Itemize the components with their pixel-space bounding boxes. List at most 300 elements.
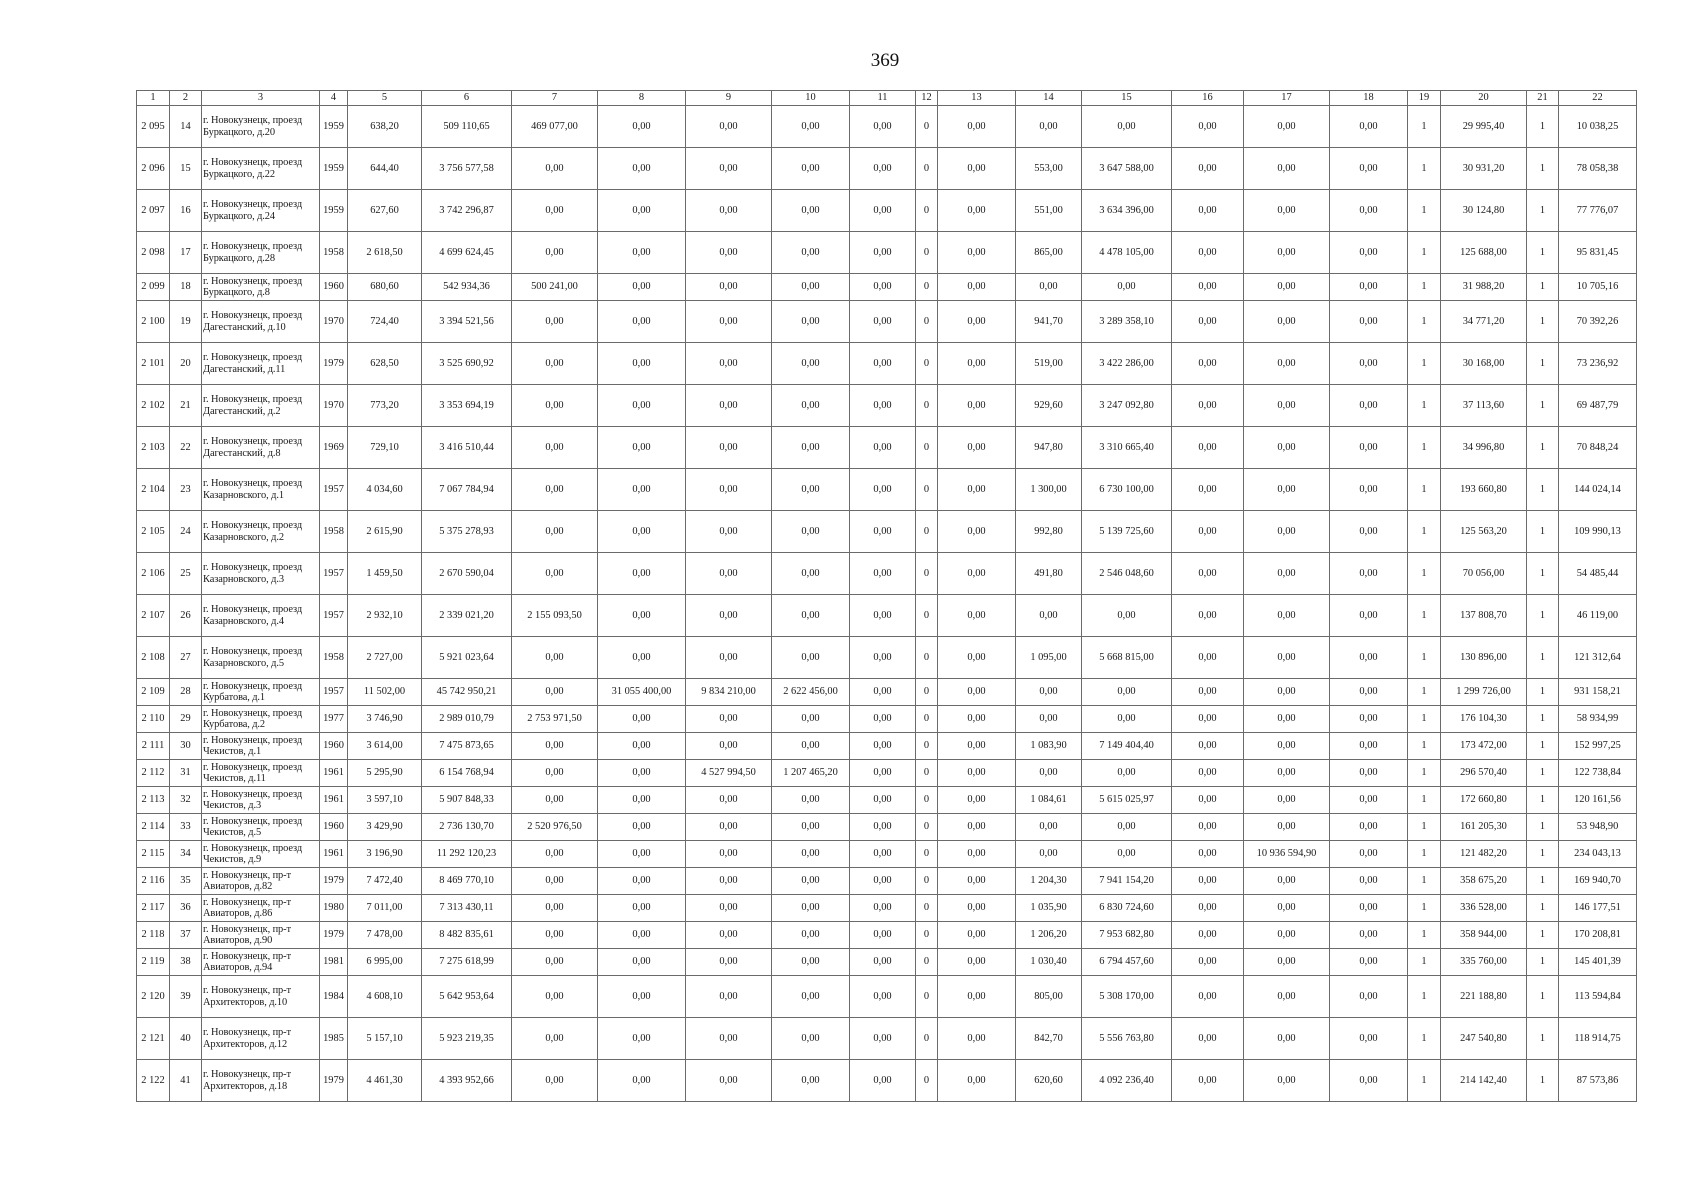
cell-c12: 0 — [916, 343, 938, 385]
cell-c19: 1 — [1408, 148, 1441, 190]
address-cell: г. Новокузнецк, проезд Курбатова, д.1 — [202, 679, 320, 706]
row-id-cell: 2 111 — [137, 733, 170, 760]
cell-c14: 1 204,30 — [1016, 868, 1082, 895]
table-row — [137, 760, 1637, 787]
cell-c13: 0,00 — [938, 511, 1016, 553]
cell-c8: 0,00 — [598, 190, 686, 232]
cell-c13: 0,00 — [938, 922, 1016, 949]
cell-c6: 7 313 430,11 — [422, 895, 512, 922]
address-cell: г. Новокузнецк, проезд Буркацкого, д.8 — [202, 274, 320, 301]
cell-n: 19 — [170, 301, 202, 343]
cell-year: 1977 — [320, 706, 348, 733]
cell-c20: 34 996,80 — [1441, 427, 1527, 469]
cell-c15: 6 730 100,00 — [1082, 469, 1172, 511]
cell-c21: 1 — [1527, 343, 1559, 385]
address-cell: г. Новокузнецк, пр-т Авиаторов, д.94 — [202, 949, 320, 976]
cell-c11: 0,00 — [850, 1018, 916, 1060]
cell-c7: 0,00 — [512, 301, 598, 343]
cell-c5: 7 011,00 — [348, 895, 422, 922]
cell-c18: 0,00 — [1330, 733, 1408, 760]
cell-c9: 0,00 — [686, 976, 772, 1018]
cell-c12: 0 — [916, 760, 938, 787]
cell-c15: 4 478 105,00 — [1082, 232, 1172, 274]
address-cell: г. Новокузнецк, проезд Казарновского, д.1 — [202, 469, 320, 511]
row-id-cell: 2 112 — [137, 760, 170, 787]
cell-c10: 0,00 — [772, 232, 850, 274]
cell-c6: 2 989 010,79 — [422, 706, 512, 733]
cell-c21: 1 — [1527, 787, 1559, 814]
cell-c12: 0 — [916, 190, 938, 232]
cell-c11: 0,00 — [850, 511, 916, 553]
cell-c21: 1 — [1527, 385, 1559, 427]
cell-c16: 0,00 — [1172, 679, 1244, 706]
cell-c17: 0,00 — [1244, 343, 1330, 385]
cell-c21: 1 — [1527, 733, 1559, 760]
cell-c16: 0,00 — [1172, 427, 1244, 469]
cell-c19: 1 — [1408, 595, 1441, 637]
cell-c6: 5 642 953,64 — [422, 976, 512, 1018]
cell-c9: 0,00 — [686, 148, 772, 190]
cell-n: 15 — [170, 148, 202, 190]
cell-c8: 0,00 — [598, 274, 686, 301]
cell-c22: 46 119,00 — [1559, 595, 1637, 637]
cell-c17: 0,00 — [1244, 868, 1330, 895]
cell-c12: 0 — [916, 385, 938, 427]
column-header-13: 13 — [938, 91, 1016, 106]
cell-c17: 10 936 594,90 — [1244, 841, 1330, 868]
cell-c10: 0,00 — [772, 301, 850, 343]
cell-c17: 0,00 — [1244, 760, 1330, 787]
cell-c15: 2 546 048,60 — [1082, 553, 1172, 595]
table-row — [137, 469, 1637, 511]
cell-c20: 137 808,70 — [1441, 595, 1527, 637]
cell-c21: 1 — [1527, 679, 1559, 706]
cell-year: 1960 — [320, 814, 348, 841]
cell-c22: 122 738,84 — [1559, 760, 1637, 787]
cell-c15: 0,00 — [1082, 706, 1172, 733]
column-header-10: 10 — [772, 91, 850, 106]
cell-c20: 173 472,00 — [1441, 733, 1527, 760]
cell-c19: 1 — [1408, 787, 1441, 814]
cell-n: 29 — [170, 706, 202, 733]
cell-year: 1957 — [320, 595, 348, 637]
row-id-cell: 2 099 — [137, 274, 170, 301]
cell-c20: 30 124,80 — [1441, 190, 1527, 232]
cell-c9: 0,00 — [686, 637, 772, 679]
cell-c7: 2 753 971,50 — [512, 706, 598, 733]
cell-c16: 0,00 — [1172, 706, 1244, 733]
cell-c7: 500 241,00 — [512, 274, 598, 301]
cell-c7: 0,00 — [512, 922, 598, 949]
cell-c20: 30 931,20 — [1441, 148, 1527, 190]
column-header-22: 22 — [1559, 91, 1637, 106]
cell-c6: 7 275 618,99 — [422, 949, 512, 976]
cell-c9: 0,00 — [686, 553, 772, 595]
column-header-19: 19 — [1408, 91, 1441, 106]
cell-year: 1961 — [320, 787, 348, 814]
cell-c10: 2 622 456,00 — [772, 679, 850, 706]
cell-c8: 0,00 — [598, 343, 686, 385]
cell-c15: 5 556 763,80 — [1082, 1018, 1172, 1060]
cell-c17: 0,00 — [1244, 469, 1330, 511]
cell-c13: 0,00 — [938, 595, 1016, 637]
row-id-cell: 2 107 — [137, 595, 170, 637]
cell-c15: 3 289 358,10 — [1082, 301, 1172, 343]
cell-n: 36 — [170, 895, 202, 922]
cell-c16: 0,00 — [1172, 814, 1244, 841]
cell-c13: 0,00 — [938, 841, 1016, 868]
table-row — [137, 595, 1637, 637]
cell-c19: 1 — [1408, 706, 1441, 733]
column-header-8: 8 — [598, 91, 686, 106]
table-row — [137, 841, 1637, 868]
cell-c7: 0,00 — [512, 232, 598, 274]
cell-c12: 0 — [916, 814, 938, 841]
cell-year: 1970 — [320, 385, 348, 427]
cell-n: 34 — [170, 841, 202, 868]
address-cell: г. Новокузнецк, проезд Казарновского, д.4 — [202, 595, 320, 637]
cell-c13: 0,00 — [938, 427, 1016, 469]
cell-c10: 0,00 — [772, 511, 850, 553]
cell-n: 40 — [170, 1018, 202, 1060]
cell-c8: 0,00 — [598, 787, 686, 814]
cell-c19: 1 — [1408, 733, 1441, 760]
cell-c7: 0,00 — [512, 553, 598, 595]
cell-c15: 0,00 — [1082, 679, 1172, 706]
cell-c12: 0 — [916, 841, 938, 868]
cell-c20: 161 205,30 — [1441, 814, 1527, 841]
cell-c14: 0,00 — [1016, 106, 1082, 148]
cell-c6: 542 934,36 — [422, 274, 512, 301]
table-row — [137, 679, 1637, 706]
cell-c5: 3 614,00 — [348, 733, 422, 760]
cell-c10: 0,00 — [772, 595, 850, 637]
cell-c6: 7 475 873,65 — [422, 733, 512, 760]
cell-c5: 1 459,50 — [348, 553, 422, 595]
cell-c7: 0,00 — [512, 427, 598, 469]
cell-c12: 0 — [916, 706, 938, 733]
cell-c21: 1 — [1527, 469, 1559, 511]
cell-c15: 3 634 396,00 — [1082, 190, 1172, 232]
cell-c5: 7 472,40 — [348, 868, 422, 895]
cell-c21: 1 — [1527, 595, 1559, 637]
cell-c21: 1 — [1527, 868, 1559, 895]
cell-c19: 1 — [1408, 895, 1441, 922]
cell-c6: 5 923 219,35 — [422, 1018, 512, 1060]
cell-c13: 0,00 — [938, 637, 1016, 679]
cell-c11: 0,00 — [850, 868, 916, 895]
address-cell: г. Новокузнецк, проезд Курбатова, д.2 — [202, 706, 320, 733]
cell-c9: 0,00 — [686, 511, 772, 553]
cell-c5: 680,60 — [348, 274, 422, 301]
cell-n: 37 — [170, 922, 202, 949]
cell-c6: 2 736 130,70 — [422, 814, 512, 841]
cell-year: 1961 — [320, 760, 348, 787]
cell-c12: 0 — [916, 427, 938, 469]
cell-c21: 1 — [1527, 637, 1559, 679]
cell-c9: 0,00 — [686, 469, 772, 511]
cell-n: 25 — [170, 553, 202, 595]
row-id-cell: 2 109 — [137, 679, 170, 706]
cell-c13: 0,00 — [938, 976, 1016, 1018]
cell-c18: 0,00 — [1330, 760, 1408, 787]
cell-c8: 0,00 — [598, 922, 686, 949]
column-header-16: 16 — [1172, 91, 1244, 106]
cell-c10: 0,00 — [772, 469, 850, 511]
table-header — [137, 91, 1637, 106]
cell-c8: 0,00 — [598, 1018, 686, 1060]
address-cell: г. Новокузнецк, проезд Буркацкого, д.24 — [202, 190, 320, 232]
cell-c5: 4 034,60 — [348, 469, 422, 511]
cell-c18: 0,00 — [1330, 148, 1408, 190]
address-cell: г. Новокузнецк, проезд Дагестанский, д.2 — [202, 385, 320, 427]
cell-c11: 0,00 — [850, 814, 916, 841]
cell-c12: 0 — [916, 274, 938, 301]
cell-c10: 0,00 — [772, 949, 850, 976]
cell-c22: 120 161,56 — [1559, 787, 1637, 814]
cell-c6: 4 699 624,45 — [422, 232, 512, 274]
column-header-12: 12 — [916, 91, 938, 106]
cell-year: 1957 — [320, 469, 348, 511]
cell-c17: 0,00 — [1244, 814, 1330, 841]
cell-c10: 0,00 — [772, 868, 850, 895]
cell-c22: 70 848,24 — [1559, 427, 1637, 469]
column-header-1: 1 — [137, 91, 170, 106]
column-header-18: 18 — [1330, 91, 1408, 106]
cell-c22: 170 208,81 — [1559, 922, 1637, 949]
cell-c14: 865,00 — [1016, 232, 1082, 274]
table-row — [137, 274, 1637, 301]
cell-n: 17 — [170, 232, 202, 274]
cell-c13: 0,00 — [938, 895, 1016, 922]
cell-c15: 3 247 092,80 — [1082, 385, 1172, 427]
cell-c22: 121 312,64 — [1559, 637, 1637, 679]
cell-year: 1985 — [320, 1018, 348, 1060]
cell-c9: 0,00 — [686, 343, 772, 385]
cell-c9: 4 527 994,50 — [686, 760, 772, 787]
cell-c5: 773,20 — [348, 385, 422, 427]
cell-c16: 0,00 — [1172, 1060, 1244, 1102]
cell-c6: 3 742 296,87 — [422, 190, 512, 232]
cell-c9: 0,00 — [686, 301, 772, 343]
cell-c18: 0,00 — [1330, 343, 1408, 385]
cell-c11: 0,00 — [850, 232, 916, 274]
cell-c15: 3 310 665,40 — [1082, 427, 1172, 469]
cell-c13: 0,00 — [938, 553, 1016, 595]
cell-c10: 0,00 — [772, 190, 850, 232]
row-id-cell: 2 119 — [137, 949, 170, 976]
cell-c22: 53 948,90 — [1559, 814, 1637, 841]
cell-c15: 5 615 025,97 — [1082, 787, 1172, 814]
cell-c11: 0,00 — [850, 1060, 916, 1102]
cell-c13: 0,00 — [938, 787, 1016, 814]
row-id-cell: 2 095 — [137, 106, 170, 148]
cell-c13: 0,00 — [938, 301, 1016, 343]
cell-c12: 0 — [916, 679, 938, 706]
cell-n: 22 — [170, 427, 202, 469]
cell-c19: 1 — [1408, 511, 1441, 553]
address-cell: г. Новокузнецк, проезд Дагестанский, д.8 — [202, 427, 320, 469]
cell-c10: 0,00 — [772, 553, 850, 595]
cell-c5: 638,20 — [348, 106, 422, 148]
cell-c11: 0,00 — [850, 841, 916, 868]
cell-c11: 0,00 — [850, 106, 916, 148]
cell-c14: 1 095,00 — [1016, 637, 1082, 679]
cell-c7: 0,00 — [512, 787, 598, 814]
cell-c19: 1 — [1408, 841, 1441, 868]
cell-c21: 1 — [1527, 706, 1559, 733]
table-row — [137, 148, 1637, 190]
row-id-cell: 2 100 — [137, 301, 170, 343]
cell-c19: 1 — [1408, 232, 1441, 274]
cell-c5: 6 995,00 — [348, 949, 422, 976]
cell-n: 26 — [170, 595, 202, 637]
row-id-cell: 2 118 — [137, 922, 170, 949]
cell-c19: 1 — [1408, 679, 1441, 706]
cell-c11: 0,00 — [850, 190, 916, 232]
cell-c8: 0,00 — [598, 385, 686, 427]
cell-c16: 0,00 — [1172, 895, 1244, 922]
row-id-cell: 2 122 — [137, 1060, 170, 1102]
cell-c12: 0 — [916, 301, 938, 343]
cell-c17: 0,00 — [1244, 949, 1330, 976]
cell-c20: 30 168,00 — [1441, 343, 1527, 385]
column-header-4: 4 — [320, 91, 348, 106]
cell-c11: 0,00 — [850, 427, 916, 469]
cell-c14: 0,00 — [1016, 760, 1082, 787]
cell-c8: 0,00 — [598, 106, 686, 148]
table-row — [137, 706, 1637, 733]
cell-c9: 0,00 — [686, 814, 772, 841]
cell-c15: 3 422 286,00 — [1082, 343, 1172, 385]
cell-c19: 1 — [1408, 760, 1441, 787]
cell-c18: 0,00 — [1330, 106, 1408, 148]
cell-year: 1979 — [320, 868, 348, 895]
table-row — [137, 787, 1637, 814]
table-row — [137, 814, 1637, 841]
cell-c9: 0,00 — [686, 385, 772, 427]
cell-c18: 0,00 — [1330, 190, 1408, 232]
cell-year: 1979 — [320, 343, 348, 385]
cell-c7: 0,00 — [512, 190, 598, 232]
cell-c18: 0,00 — [1330, 868, 1408, 895]
cell-c15: 7 941 154,20 — [1082, 868, 1172, 895]
cell-year: 1959 — [320, 190, 348, 232]
cell-c17: 0,00 — [1244, 385, 1330, 427]
cell-c8: 0,00 — [598, 760, 686, 787]
cell-c11: 0,00 — [850, 760, 916, 787]
cell-c22: 73 236,92 — [1559, 343, 1637, 385]
cell-c7: 2 520 976,50 — [512, 814, 598, 841]
cell-c16: 0,00 — [1172, 637, 1244, 679]
table-row — [137, 511, 1637, 553]
column-header-9: 9 — [686, 91, 772, 106]
cell-c20: 221 188,80 — [1441, 976, 1527, 1018]
address-cell: г. Новокузнецк, проезд Буркацкого, д.22 — [202, 148, 320, 190]
cell-c19: 1 — [1408, 814, 1441, 841]
cell-c14: 0,00 — [1016, 706, 1082, 733]
cell-c15: 0,00 — [1082, 274, 1172, 301]
cell-c21: 1 — [1527, 301, 1559, 343]
cell-c5: 4 608,10 — [348, 976, 422, 1018]
cell-c21: 1 — [1527, 106, 1559, 148]
cell-c17: 0,00 — [1244, 922, 1330, 949]
cell-c13: 0,00 — [938, 1060, 1016, 1102]
cell-c16: 0,00 — [1172, 511, 1244, 553]
cell-c21: 1 — [1527, 895, 1559, 922]
row-id-cell: 2 120 — [137, 976, 170, 1018]
cell-c5: 4 461,30 — [348, 1060, 422, 1102]
address-cell: г. Новокузнецк, пр-т Архитекторов, д.12 — [202, 1018, 320, 1060]
cell-c16: 0,00 — [1172, 553, 1244, 595]
row-id-cell: 2 101 — [137, 343, 170, 385]
row-id-cell: 2 097 — [137, 190, 170, 232]
column-header-7: 7 — [512, 91, 598, 106]
cell-c13: 0,00 — [938, 148, 1016, 190]
cell-c7: 0,00 — [512, 679, 598, 706]
cell-c20: 125 563,20 — [1441, 511, 1527, 553]
cell-c13: 0,00 — [938, 679, 1016, 706]
cell-c21: 1 — [1527, 922, 1559, 949]
cell-c7: 0,00 — [512, 733, 598, 760]
cell-c19: 1 — [1408, 949, 1441, 976]
cell-c11: 0,00 — [850, 895, 916, 922]
cell-c11: 0,00 — [850, 679, 916, 706]
cell-c8: 0,00 — [598, 148, 686, 190]
cell-c12: 0 — [916, 922, 938, 949]
cell-c6: 5 921 023,64 — [422, 637, 512, 679]
row-id-cell: 2 113 — [137, 787, 170, 814]
cell-c18: 0,00 — [1330, 595, 1408, 637]
column-header-3: 3 — [202, 91, 320, 106]
cell-c5: 7 478,00 — [348, 922, 422, 949]
cell-c6: 8 469 770,10 — [422, 868, 512, 895]
cell-c20: 121 482,20 — [1441, 841, 1527, 868]
cell-c13: 0,00 — [938, 385, 1016, 427]
cell-c20: 358 944,00 — [1441, 922, 1527, 949]
cell-c21: 1 — [1527, 1060, 1559, 1102]
cell-c10: 0,00 — [772, 1060, 850, 1102]
cell-c22: 109 990,13 — [1559, 511, 1637, 553]
row-id-cell: 2 114 — [137, 814, 170, 841]
cell-c5: 2 727,00 — [348, 637, 422, 679]
cell-c20: 358 675,20 — [1441, 868, 1527, 895]
cell-c20: 37 113,60 — [1441, 385, 1527, 427]
cell-c13: 0,00 — [938, 232, 1016, 274]
cell-n: 30 — [170, 733, 202, 760]
cell-c13: 0,00 — [938, 469, 1016, 511]
table-row — [137, 232, 1637, 274]
cell-c18: 0,00 — [1330, 787, 1408, 814]
row-id-cell: 2 121 — [137, 1018, 170, 1060]
cell-c22: 70 392,26 — [1559, 301, 1637, 343]
cell-c6: 45 742 950,21 — [422, 679, 512, 706]
cell-c22: 931 158,21 — [1559, 679, 1637, 706]
cell-c12: 0 — [916, 868, 938, 895]
cell-n: 21 — [170, 385, 202, 427]
cell-c11: 0,00 — [850, 343, 916, 385]
cell-n: 18 — [170, 274, 202, 301]
cell-n: 35 — [170, 868, 202, 895]
cell-c7: 2 155 093,50 — [512, 595, 598, 637]
cell-c15: 6 830 724,60 — [1082, 895, 1172, 922]
column-header-6: 6 — [422, 91, 512, 106]
cell-c18: 0,00 — [1330, 301, 1408, 343]
cell-c6: 8 482 835,61 — [422, 922, 512, 949]
cell-c18: 0,00 — [1330, 637, 1408, 679]
table-row — [137, 1060, 1637, 1102]
cell-c13: 0,00 — [938, 868, 1016, 895]
